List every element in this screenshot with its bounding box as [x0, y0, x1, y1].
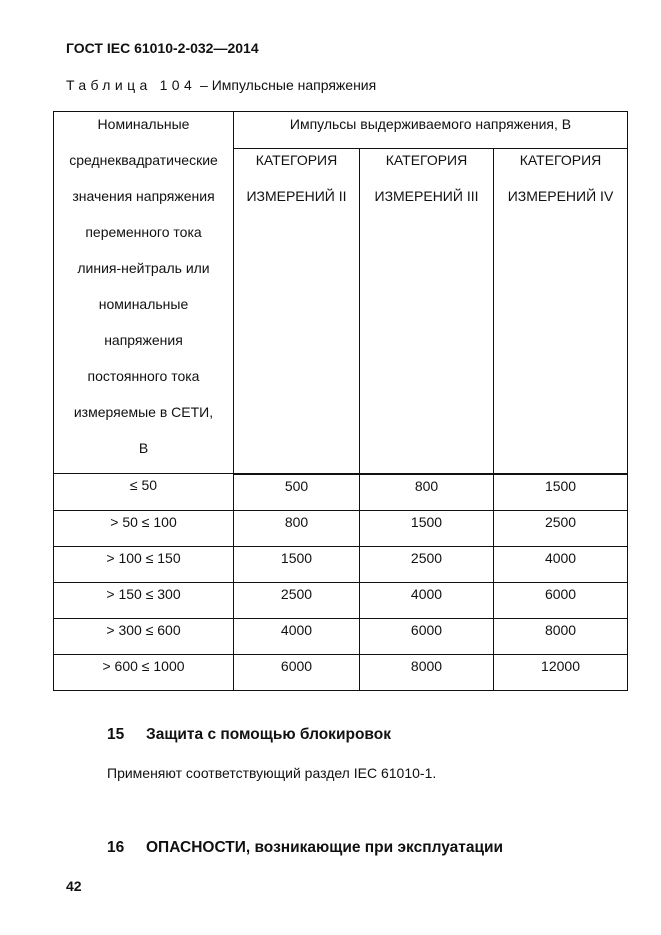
row-header-line: номинальные: [98, 296, 189, 312]
row-header-line: напряжения: [104, 332, 183, 348]
table-row: [54, 618, 628, 654]
row-header-line: среднеквадратические: [69, 152, 218, 168]
section-number: 15: [107, 726, 125, 743]
page-number: 42: [66, 878, 82, 894]
column-header-line: КАТЕГОРИЯ: [385, 152, 468, 168]
value-cell: 8000: [494, 618, 628, 654]
section-title: Защита с помощью блокировок: [146, 726, 391, 743]
column-header-line: КАТЕГОРИЯ: [255, 152, 338, 168]
value-cell: 2500: [494, 510, 628, 546]
range-cell: > 150 ≤ 300: [54, 582, 234, 618]
value-cell: 800: [234, 510, 360, 546]
range-cell: > 100 ≤ 150: [54, 546, 234, 582]
value-cell: 6000: [494, 582, 628, 618]
value-cell: 6000: [234, 654, 360, 690]
table-row: [54, 582, 628, 618]
table-caption-title: – Импульсные напряжения: [200, 77, 377, 93]
row-header-line: Номинальные: [97, 116, 190, 132]
row-header-line: переменного тока: [85, 224, 202, 240]
value-cell: 800: [360, 474, 494, 511]
column-header-line: ИЗМЕРЕНИЙ III: [374, 188, 479, 204]
voltage-table: [53, 111, 628, 691]
row-header-line: значения напряжения: [72, 188, 215, 204]
table-row: [54, 654, 628, 690]
column-header-cell: [234, 149, 360, 474]
row-header-line: В: [138, 440, 149, 456]
row-header-line: постоянного тока: [87, 368, 200, 384]
row-header-cell: [54, 112, 234, 474]
range-cell: ≤ 50: [54, 474, 234, 511]
column-header-line: КАТЕГОРИЯ: [519, 152, 602, 168]
value-cell: 12000: [494, 654, 628, 690]
value-cell: 4000: [360, 582, 494, 618]
table-caption-label: Таблица: [66, 77, 152, 93]
range-cell: > 300 ≤ 600: [54, 618, 234, 654]
column-header-line: ИЗМЕРЕНИЙ IV: [507, 188, 614, 204]
section-15-body: Применяют соответствующий раздел IEC 61010-1.: [107, 765, 437, 781]
table-row: [54, 510, 628, 546]
section-number: 16: [107, 839, 125, 856]
row-header-line: линия-нейтраль или: [77, 260, 210, 276]
column-header-line: ИЗМЕРЕНИЙ II: [246, 188, 347, 204]
section-title: ОПАСНОСТИ, возникающие при эксплуатации: [146, 839, 504, 856]
value-cell: 8000: [360, 654, 494, 690]
document-header: ГОСТ IEC 61010-2-032—2014: [66, 40, 259, 56]
column-header-cell: [360, 149, 494, 474]
section-15-heading: [107, 726, 391, 744]
value-cell: 4000: [494, 546, 628, 582]
group-header-cell: [234, 112, 628, 149]
value-cell: 1500: [360, 510, 494, 546]
group-header: Импульсы выдерживаемого напряжения, В: [289, 116, 572, 132]
value-cell: 1500: [234, 546, 360, 582]
value-cell: 4000: [234, 618, 360, 654]
value-cell: 2500: [234, 582, 360, 618]
table-row: [54, 474, 628, 511]
table-caption: [66, 77, 376, 93]
column-header-cell: [494, 149, 628, 474]
row-header-line: измеряемые в СЕТИ,: [73, 404, 214, 420]
range-cell: > 600 ≤ 1000: [54, 654, 234, 690]
value-cell: 500: [234, 474, 360, 511]
value-cell: 2500: [360, 546, 494, 582]
value-cell: 1500: [494, 474, 628, 511]
value-cell: 6000: [360, 618, 494, 654]
range-cell: > 50 ≤ 100: [54, 510, 234, 546]
table-row: [54, 546, 628, 582]
table-caption-number: 104: [159, 77, 197, 93]
section-16-heading: [107, 839, 503, 857]
